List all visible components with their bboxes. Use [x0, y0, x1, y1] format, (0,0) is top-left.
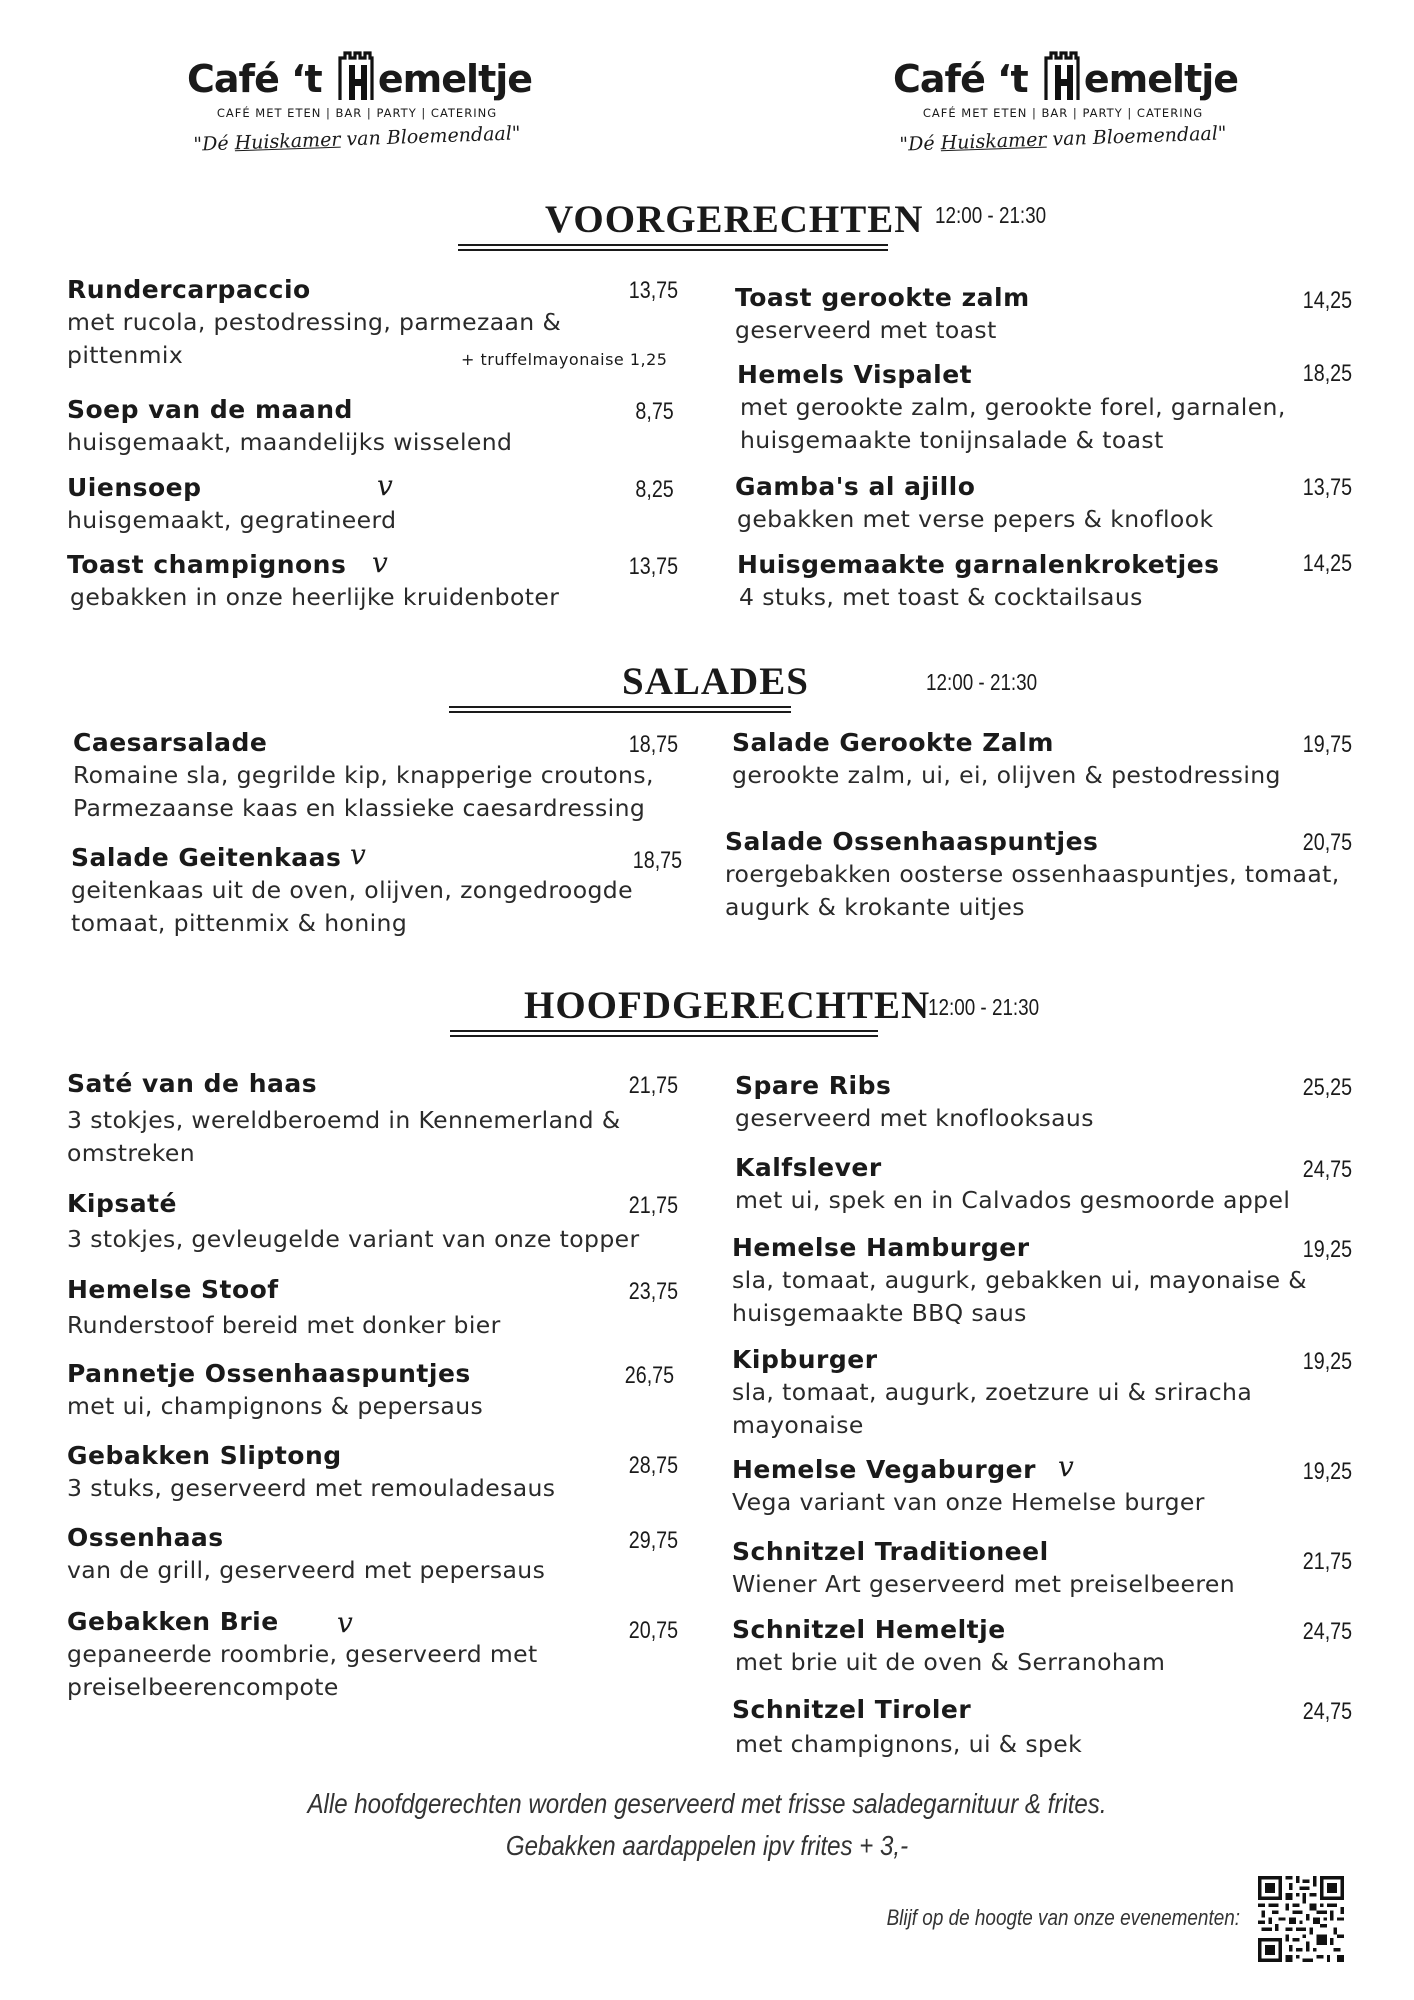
item-price: 23,75: [628, 1278, 678, 1305]
menu-item: [67, 1274, 667, 1342]
vegetarian-icon: v: [372, 546, 388, 579]
item-description: sla, tomaat, augurk, zoetzure ui & sriracha mayonaise: [732, 1378, 1253, 1439]
item-name: Kalfslever: [735, 1153, 882, 1182]
menu-item: [735, 1152, 1355, 1217]
item-price: 24,75: [1302, 1698, 1352, 1725]
item-extra: + truffelmayonaise 1,25: [461, 350, 668, 369]
section-title-salades: SALADES: [622, 660, 809, 703]
item-description: geserveerd met knoflooksaus: [735, 1104, 1094, 1132]
item-price: 21,75: [1302, 1548, 1352, 1575]
menu-item: [67, 1606, 667, 1704]
section-divider: [458, 244, 888, 251]
item-price: 20,75: [628, 1617, 678, 1644]
item-price: 14,25: [1302, 287, 1352, 314]
logo-name-1: Café ‘t emeltje: [187, 50, 527, 102]
item-name: Toast champignons: [67, 550, 347, 579]
menu-item: [732, 1536, 1352, 1601]
item-description: huisgemaakt, gegratineerd: [67, 506, 397, 534]
section-divider: [449, 706, 791, 713]
item-description: gebakken in onze heerlijke kruidenboter: [70, 583, 560, 611]
item-description: met ui, spek en in Calvados gesmoorde appel: [735, 1186, 1291, 1214]
qr-code-icon[interactable]: [1258, 1876, 1344, 1962]
item-price: 18,75: [632, 847, 682, 874]
item-description: gepaneerde roombrie, geserveerd met preiselbeerencompote: [67, 1640, 538, 1701]
item-price: 24,75: [1302, 1156, 1352, 1183]
item-name: Soep van de maand: [67, 395, 353, 424]
menu-item: [71, 838, 671, 940]
item-name: Spare Ribs: [735, 1071, 892, 1100]
section-hours: 12:00 - 21:30: [928, 994, 1040, 1020]
vegetarian-icon: v: [377, 469, 393, 502]
section-hours: 12:00 - 21:30: [926, 669, 1038, 695]
item-price: 24,75: [1302, 1618, 1352, 1645]
menu-item: [735, 471, 1335, 536]
item-description: Wiener Art geserveerd met preiselbeeren: [732, 1570, 1236, 1598]
item-name: Caesarsalade: [73, 728, 268, 757]
item-name: Rundercarpaccio: [67, 275, 311, 304]
menu-item: [735, 1070, 1355, 1135]
item-price: 19,25: [1302, 1348, 1352, 1375]
item-price: 14,25: [1302, 550, 1352, 577]
menu-item: [67, 394, 667, 459]
item-price: 13,75: [628, 553, 678, 580]
item-description: van de grill, geserveerd met pepersaus: [67, 1556, 546, 1584]
item-description: sla, tomaat, augurk, gebakken ui, mayonaise & huisgemaakte BBQ saus: [732, 1266, 1308, 1327]
menu-item: [67, 1440, 667, 1505]
logo-slogan-1: "Dé Huiskamer van Bloemendaal": [193, 122, 521, 156]
menu-item: [732, 1344, 1352, 1442]
item-price: 28,75: [628, 1452, 678, 1479]
item-name: Schnitzel Tiroler: [732, 1695, 972, 1724]
item-name: Pannetje Ossenhaaspuntjes: [67, 1359, 471, 1388]
item-price: 20,75: [1302, 829, 1352, 856]
section-divider: [450, 1030, 878, 1037]
item-name: Saté van de haas: [67, 1069, 318, 1098]
item-price: 8,75: [635, 398, 674, 425]
menu-item: [732, 1232, 1352, 1330]
menu-item: [735, 282, 1335, 347]
item-name: Gamba's al ajillo: [735, 472, 976, 501]
item-name: Schnitzel Traditioneel: [732, 1537, 1049, 1566]
vegetarian-icon: v: [337, 1606, 353, 1639]
item-name: Hemelse Vegaburger: [732, 1455, 1036, 1484]
item-name: Salade Ossenhaaspuntjes: [725, 827, 1099, 856]
menu-item: [732, 727, 1352, 792]
logo-tagline-2: CAFÉ MET ETEN | BAR | PARTY | CATERING: [922, 106, 1204, 120]
item-description: 3 stuks, geserveerd met remouladesaus: [67, 1474, 556, 1502]
item-name: Gebakken Brie: [67, 1607, 279, 1636]
item-name: Uiensoep: [67, 473, 202, 502]
item-name: Hemelse Stoof: [67, 1275, 279, 1304]
footnote-line-1: Alle hoofdgerechten worden geserveerd met frisse saladegarnituur & frites.: [307, 1788, 1107, 1819]
events-text: Blijf op de hoogte van onze evenementen:: [886, 1905, 1240, 1930]
footnote-line-2: Gebakken aardappelen ipv frites + 3,-: [505, 1830, 909, 1861]
item-price: 13,75: [628, 277, 678, 304]
menu-item: [737, 549, 1337, 614]
item-description: met champignons, ui & spek: [735, 1730, 1083, 1758]
menu-item: [67, 1068, 667, 1170]
item-price: 29,75: [628, 1527, 678, 1554]
item-description: Runderstoof bereid met donker bier: [67, 1311, 501, 1339]
logo-h-tower-icon: [1042, 50, 1082, 102]
item-price: 26,75: [624, 1362, 674, 1389]
item-price: 13,75: [1302, 474, 1352, 501]
item-name: Salade Gerookte Zalm: [732, 728, 1054, 757]
menu-item: [67, 1188, 687, 1256]
item-description: met rucola, pestodressing, parmezaan & pittenmix: [67, 308, 562, 369]
item-price: 19,75: [1302, 731, 1352, 758]
vegetarian-icon: v: [1058, 1450, 1074, 1483]
item-description: gebakken met verse pepers & knoflook: [737, 505, 1214, 533]
footnote: [0, 1783, 1414, 1867]
item-price: 21,75: [628, 1072, 678, 1099]
item-name: Ossenhaas: [67, 1523, 224, 1552]
menu-item: [73, 727, 673, 825]
item-description: met gerookte zalm, gerookte forel, garnalen, huisgemaakte tonijnsalade & toast: [740, 393, 1286, 454]
item-price: 18,25: [1302, 360, 1352, 387]
item-name: Gebakken Sliptong: [67, 1441, 342, 1470]
section-title-voorgerechten: VOORGERECHTEN: [545, 198, 924, 241]
item-description: Vega variant van onze Hemelse burger: [732, 1488, 1205, 1516]
item-price: 25,25: [1302, 1074, 1352, 1101]
item-name: Hemels Vispalet: [737, 360, 973, 389]
item-description: geitenkaas uit de oven, olijven, zongedroogde tomaat, pittenmix & honing: [71, 876, 633, 937]
item-description: Romaine sla, gegrilde kip, knapperige croutons, Parmezaanse kaas en klassieke caesardressing: [73, 761, 654, 822]
logo-h-tower-icon: [336, 50, 376, 102]
item-description: geserveerd met toast: [735, 316, 997, 344]
menu-item: [67, 546, 667, 614]
menu-item: [725, 826, 1345, 924]
menu-item: [67, 469, 667, 537]
item-name: Kipburger: [732, 1345, 878, 1374]
item-name: Hemelse Hamburger: [732, 1233, 1030, 1262]
item-description: gerookte zalm, ui, ei, olijven & pestodressing: [732, 761, 1281, 789]
item-description: huisgemaakt, maandelijks wisselend: [67, 428, 513, 456]
menu-item: [732, 1614, 1352, 1679]
item-price: 8,25: [635, 476, 674, 503]
item-name: Huisgemaakte garnalenkroketjes: [737, 550, 1220, 579]
menu-item: [67, 1522, 667, 1587]
logo-name-2: Café ‘t emeltje: [893, 50, 1233, 102]
logo-tagline-1: CAFÉ MET ETEN | BAR | PARTY | CATERING: [216, 106, 498, 120]
item-price: 21,75: [628, 1192, 678, 1219]
menu-item: [732, 1694, 1352, 1761]
item-price: 18,75: [628, 731, 678, 758]
vegetarian-icon: v: [350, 838, 366, 871]
section-title-hoofdgerechten: HOOFDGERECHTEN: [524, 984, 931, 1027]
logo-slogan-2: "Dé Huiskamer van Bloemendaal": [899, 122, 1227, 156]
item-name: Kipsaté: [67, 1189, 177, 1218]
item-name: Schnitzel Hemeltje: [732, 1615, 1006, 1644]
menu-item: [67, 1358, 667, 1423]
logo-right: [893, 50, 1239, 156]
item-name: Salade Geitenkaas: [71, 843, 342, 872]
item-description: 3 stokjes, wereldberoemd in Kennemerland & omstreken: [67, 1106, 621, 1167]
section-hours: 12:00 - 21:30: [935, 202, 1047, 228]
menu-item: [732, 1450, 1352, 1519]
item-description: met brie uit de oven & Serranoham: [735, 1648, 1166, 1676]
item-description: met ui, champignons & pepersaus: [67, 1392, 484, 1420]
item-price: 19,25: [1302, 1236, 1352, 1263]
item-price: 19,25: [1302, 1458, 1352, 1485]
item-description: 3 stokjes, gevleugelde variant van onze topper: [67, 1225, 640, 1253]
item-description: 4 stuks, met toast & cocktailsaus: [739, 583, 1143, 611]
logo-left: [187, 50, 533, 156]
menu-item: [737, 359, 1337, 457]
item-name: Toast gerookte zalm: [735, 283, 1030, 312]
item-description: roergebakken oosterse ossenhaaspuntjes, tomaat, augurk & krokante uitjes: [725, 860, 1340, 921]
